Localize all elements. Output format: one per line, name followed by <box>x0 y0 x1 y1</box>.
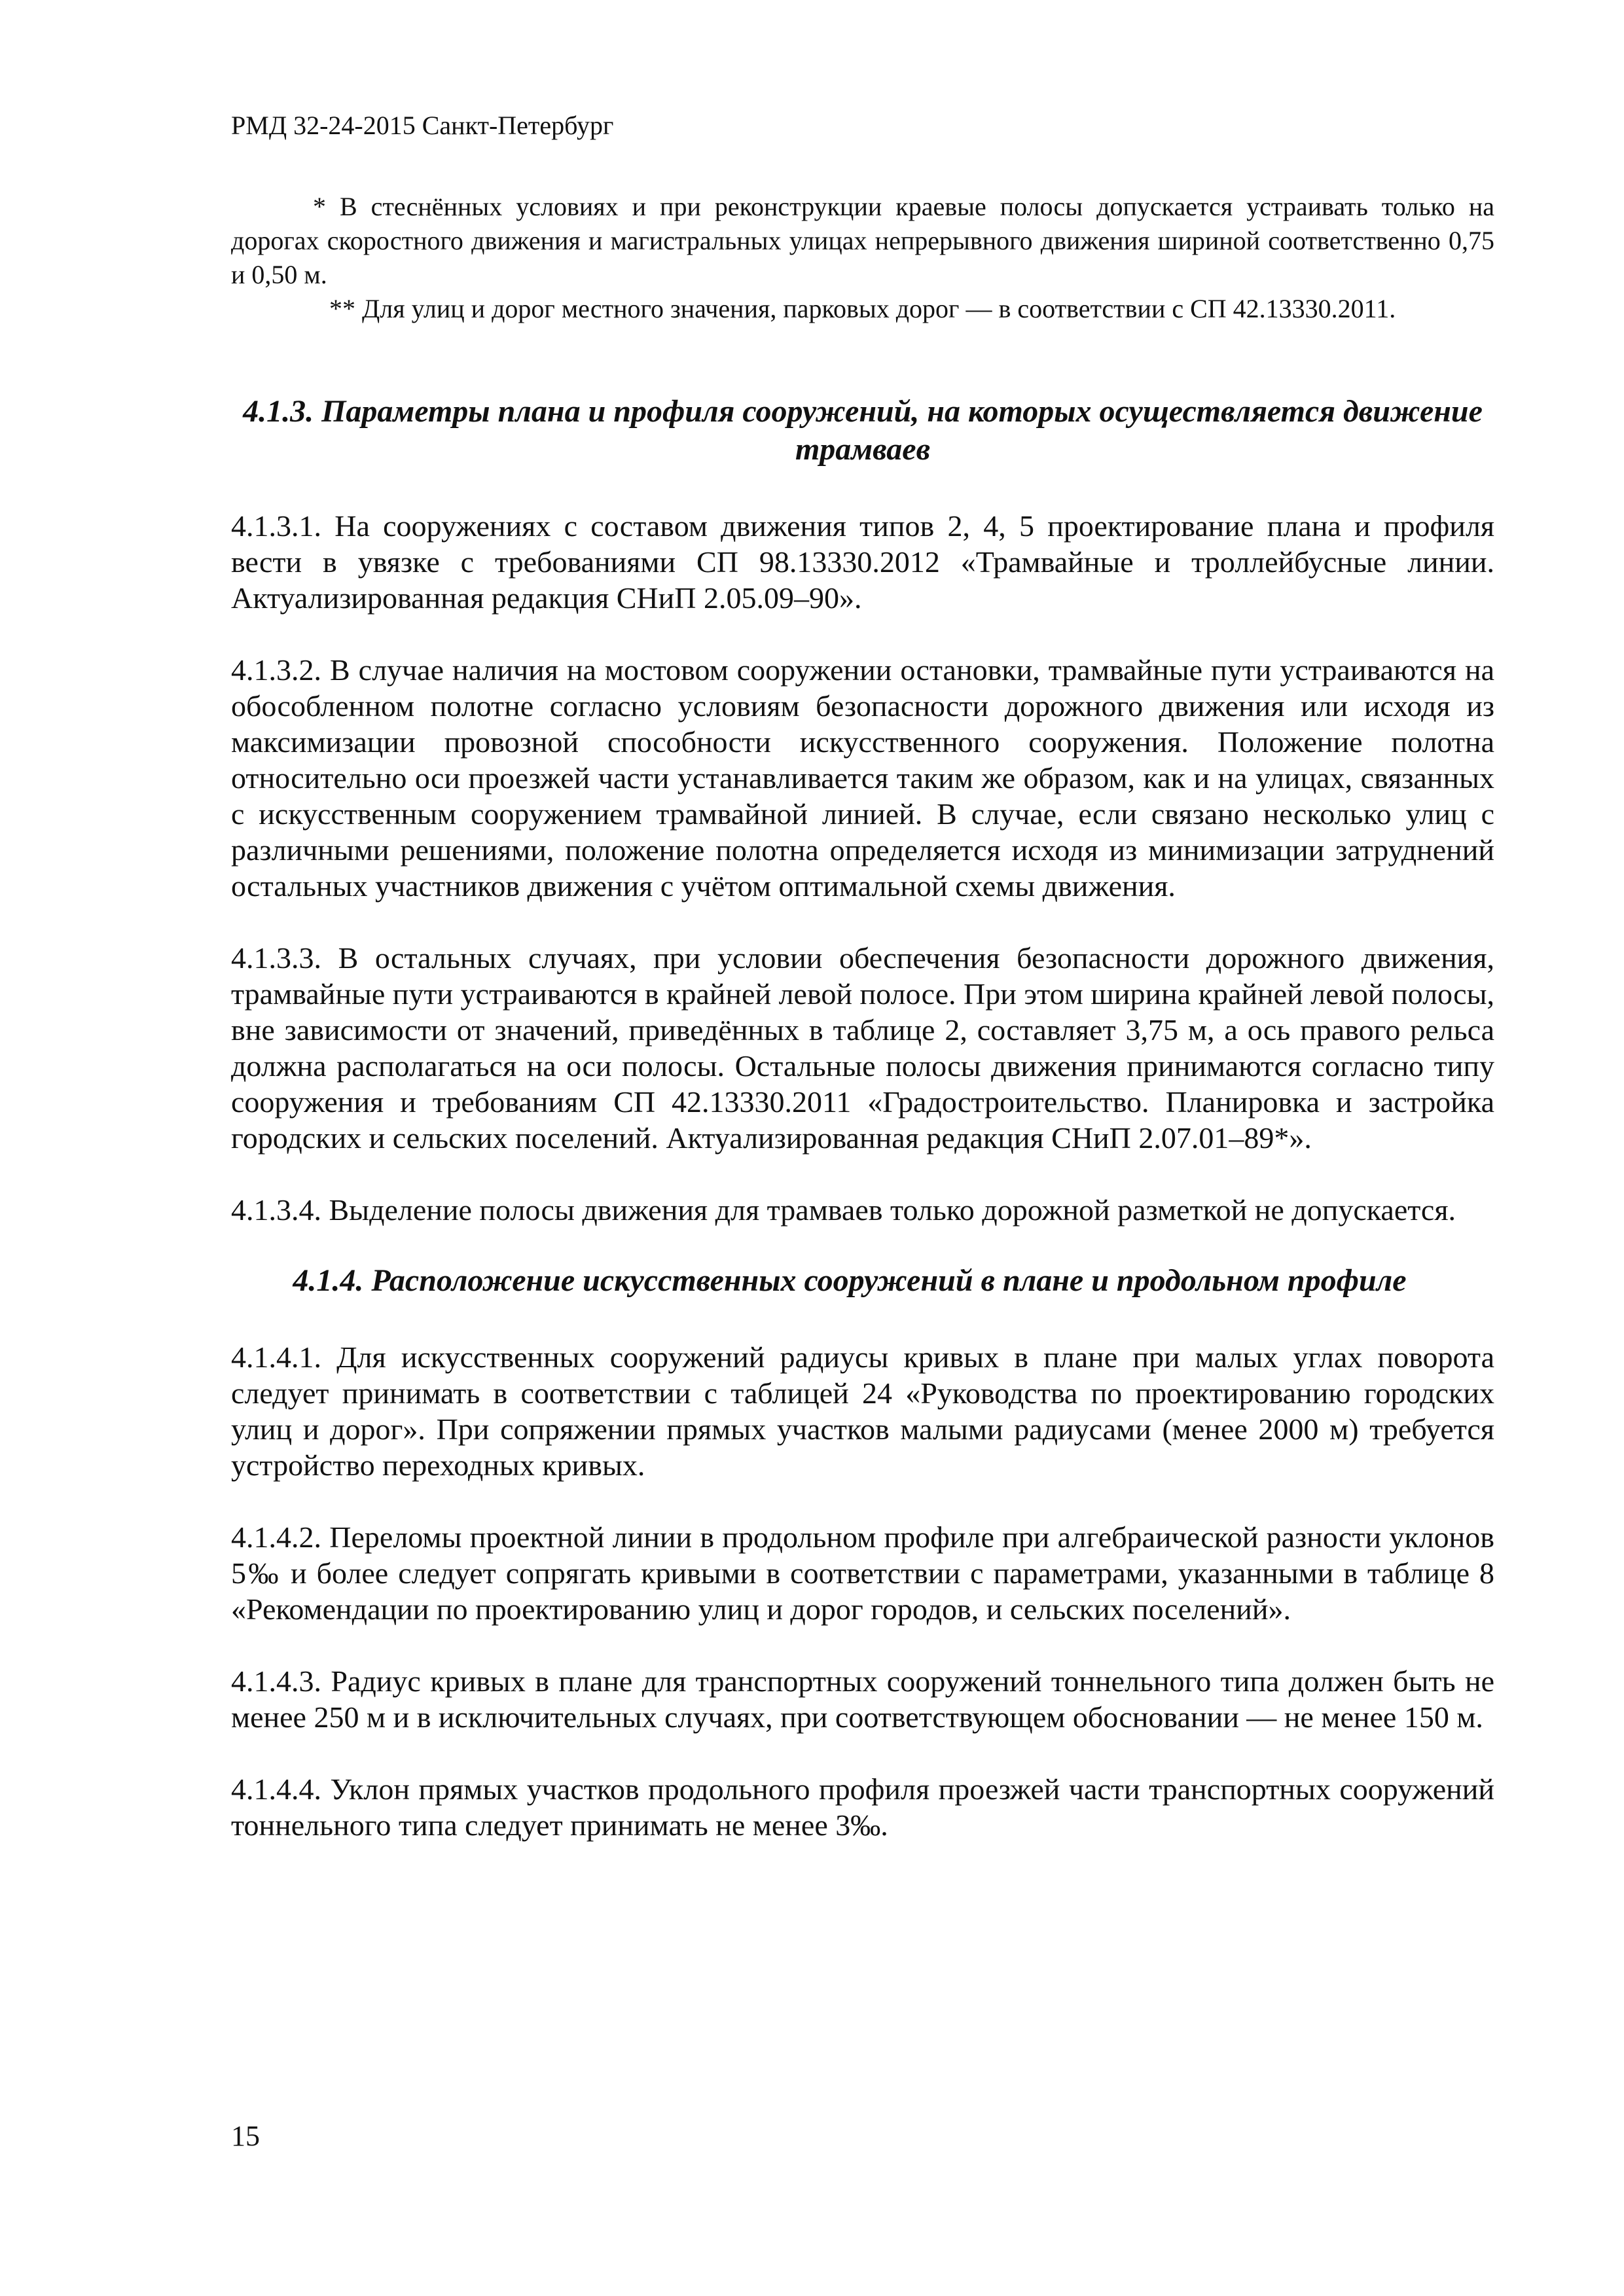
paragraph-4-1-4-2: 4.1.4.2. Переломы проектной линии в продольном профиле при алгебраической разности уклонов 5‰ и более следует сопрягать кривыми в соответствии с параметрами, указанными в таблице 8 «Рекомендации по проектированию улиц и дорог городов, и сельских поселений». <box>231 1520 1494 1626</box>
paragraph-4-1-4-1: 4.1.4.1. Для искусственных сооружений радиусы кривых в плане при малых углах поворота следует принимать в соответствии с таблицей 24 «Руководства по проектированию городских улиц и дорог». При сопряжении прямых участков малыми радиусами (менее 2000 м) требуется устройство переходных кривых. <box>231 1340 1494 1482</box>
paragraph-4-1-3-2: 4.1.3.2. В случае наличия на мостовом сооружении остановки, трамвайные пути устраиваются на обособленном полотне согласно условиям безопасности дорожного движения или исходя из максимизации провозной способности искусственного сооружения. Положение полотна относительно оси проезжей части устанавливается таким же образом, как и на улицах, связанных с искусственным сооружением трамвайной линией. В случае, если связано несколько улиц с различными решениями, положение полотна определяется исходя из минимизации затруднений остальных участников движения с учётом оптимальной схемы движения. <box>231 653 1494 903</box>
page-number: 15 <box>231 2120 260 2152</box>
main-content <box>231 393 1494 1843</box>
paragraph-4-1-4-3: 4.1.4.3. Радиус кривых в плане для транспортных сооружений тоннельного типа должен быть не менее 250 м и в исключительных случаях, при соответствующем обосновании — не менее 150 м. <box>231 1664 1494 1734</box>
footnote-1: * В стеснённых условиях и при реконструкции краевые полосы допускается устраивать только на дорогах скоростного движения и магистральных улицах непрерывного движения шириной соответственно 0,75 и 0,50 м. <box>231 192 1494 289</box>
page-header: РМД 32-24-2015 Санкт-Петербург <box>231 111 614 140</box>
paragraph-4-1-4-4: 4.1.4.4. Уклон прямых участков продольного профиля проезжей части транспортных сооружений тоннельного типа следует принимать не менее 3‰. <box>231 1772 1494 1842</box>
section-heading-4-1-3: 4.1.3. Параметры плана и профиля сооружений, на которых осуществляется движение трамваев <box>243 394 1483 467</box>
table-footnotes <box>231 190 1494 326</box>
paragraph-4-1-3-3: 4.1.3.3. В остальных случаях, при условии обеспечения безопасности дорожного движения, трамвайные пути устраиваются в крайней левой полосе. При этом ширина крайней левой полосы, вне зависимости от значений, приведённых в таблице 2, составляет 3,75 м, а ось правого рельса должна располагаться на оси полосы. Остальные полосы движения принимаются согласно типу сооружения и требованиям СП 42.13330.2011 «Градостроительство. Планировка и застройка городских и сельских поселений. Актуализированная редакция СНиП 2.07.01–89*». <box>231 941 1494 1155</box>
paragraph-4-1-3-4: 4.1.3.4. Выделение полосы движения для трамваев только дорожной разметкой не допускается. <box>231 1193 1456 1227</box>
paragraph-4-1-3-1: 4.1.3.1. На сооружениях с составом движения типов 2, 4, 5 проектирование плана и профиля вести в увязке с требованиями СП 98.13330.2012 «Трамвайные и троллейбусные линии. Актуализированная редакция СНиП 2.05.09–90». <box>231 509 1494 615</box>
section-heading-4-1-4: 4.1.4. Расположение искусственных сооружений в плане и продольном профиле <box>293 1263 1407 1298</box>
footnote-2: ** Для улиц и дорог местного значения, парковых дорог — в соответствии с СП 42.13330.2011. <box>329 294 1396 323</box>
